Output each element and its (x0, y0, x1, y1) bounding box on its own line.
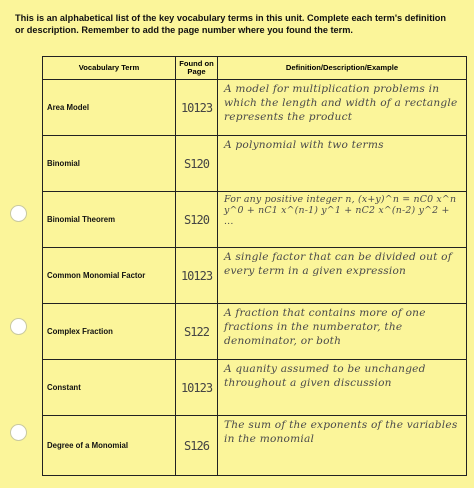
page-cell: 10123 (176, 360, 218, 416)
binder-hole-middle (10, 318, 27, 335)
header-found-on-page: Found on Page (176, 57, 218, 80)
definition-cell: A single factor that can be divided out of every term in a given expression (218, 248, 467, 304)
term-cell: Area Model (43, 80, 176, 136)
table-row (43, 360, 467, 416)
table-row (43, 192, 467, 248)
table-row (43, 248, 467, 304)
table-row (43, 136, 467, 192)
term-cell: Binomial (43, 136, 176, 192)
page-cell: S126 (176, 416, 218, 476)
definition-cell: The sum of the exponents of the variables in the monomial (218, 416, 467, 476)
page-cell: 10123 (176, 80, 218, 136)
page-cell: S122 (176, 304, 218, 360)
term-cell: Complex Fraction (43, 304, 176, 360)
page-cell: S120 (176, 136, 218, 192)
binder-hole-top (10, 205, 27, 222)
header-definition: Definition/Description/Example (218, 57, 467, 80)
instructions-text: This is an alphabetical list of the key vocabulary terms in this unit. Complete each term's definition or description. Remember to add the page number where you found the term. (15, 13, 447, 35)
definition-cell: A quanity assumed to be unchanged throughout a given discussion (218, 360, 467, 416)
definition-cell: A polynomial with two terms (218, 136, 467, 192)
definition-cell: A fraction that contains more of one fractions in the numberator, the denominator, or both (218, 304, 467, 360)
header-vocabulary-term: Vocabulary Term (43, 57, 176, 80)
vocabulary-table (42, 56, 467, 476)
table-row (43, 416, 467, 476)
term-cell: Binomial Theorem (43, 192, 176, 248)
term-cell: Constant (43, 360, 176, 416)
page-cell: S120 (176, 192, 218, 248)
term-cell: Common Monomial Factor (43, 248, 176, 304)
table-row (43, 304, 467, 360)
definition-cell: For any positive integer n, (x+y)^n = nC0 x^n y^0 + nC1 x^(n-1) y^1 + nC2 x^(n-2) y^2 + ... (218, 192, 467, 248)
table-row (43, 80, 467, 136)
term-cell: Degree of a Monomial (43, 416, 176, 476)
table-header-row (43, 57, 467, 80)
page-cell: 10123 (176, 248, 218, 304)
definition-cell: A model for multiplication problems in which the length and width of a rectangle represents the product (218, 80, 467, 136)
binder-hole-bottom (10, 424, 27, 441)
